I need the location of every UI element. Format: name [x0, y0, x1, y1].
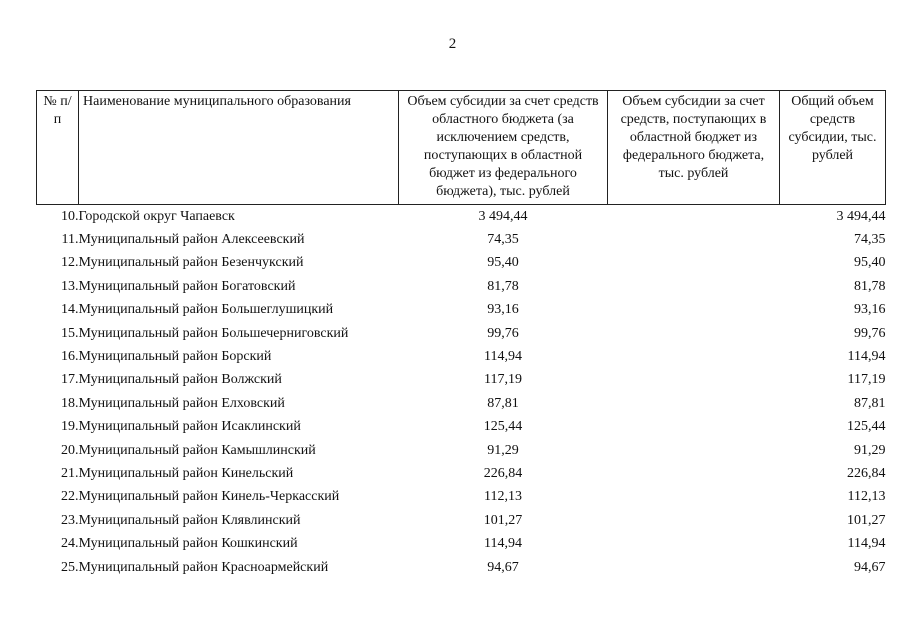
total-value: 87,81 [854, 395, 886, 411]
total-value: 117,19 [847, 372, 886, 388]
regional-budget-value: 74,35 [487, 232, 519, 248]
municipality-name: Муниципальный район Волжский [78, 372, 282, 388]
total-value: 3 494,44 [836, 208, 886, 224]
total-value: 101,27 [847, 512, 886, 528]
table-row [37, 462, 886, 485]
table-body [37, 205, 886, 580]
municipality-name: Муниципальный район Большеглушицкий [78, 302, 334, 318]
page-number: 2 [448, 36, 457, 52]
regional-budget-value: 117,19 [484, 372, 522, 388]
federal-budget-value [608, 392, 780, 415]
federal-budget-value [608, 369, 780, 392]
municipality-name: Муниципальный район Клявлинский [78, 512, 301, 528]
regional-budget-value: 114,94 [484, 536, 522, 552]
row-number: 23. [61, 512, 79, 528]
table-row [37, 556, 886, 579]
total-value: 81,78 [854, 278, 886, 294]
regional-budget-value: 81,78 [487, 278, 519, 294]
table-row [37, 392, 886, 415]
table-row [37, 299, 886, 322]
federal-budget-value [608, 439, 780, 462]
federal-budget-value [608, 322, 780, 345]
regional-budget-value: 114,94 [484, 349, 522, 365]
regional-budget-value: 3 494,44 [478, 208, 528, 224]
table-row [37, 275, 886, 298]
regional-budget-value: 94,67 [487, 559, 519, 575]
table-row [37, 509, 886, 532]
municipality-name: Городской округ Чапаевск [78, 208, 235, 224]
total-value: 112,13 [847, 489, 886, 505]
row-number: 11. [61, 232, 79, 248]
table-row [37, 486, 886, 509]
federal-budget-value [608, 556, 780, 579]
table-header-row [37, 91, 886, 205]
total-value: 114,94 [847, 349, 886, 365]
regional-budget-value: 95,40 [487, 255, 519, 271]
municipality-name: Муниципальный район Борский [78, 349, 272, 365]
row-number: 19. [61, 419, 79, 435]
row-number: 18. [61, 395, 79, 411]
row-number: 25. [61, 559, 79, 575]
total-value: 94,67 [854, 559, 886, 575]
table-row [37, 345, 886, 368]
municipality-name: Муниципальный район Алексеевский [78, 232, 305, 248]
row-number: 15. [61, 325, 79, 341]
municipality-name: Муниципальный район Кинельский [78, 465, 294, 481]
table-row [37, 416, 886, 439]
federal-budget-value [608, 416, 780, 439]
municipality-name: Муниципальный район Большечерниговский [78, 325, 349, 341]
table-row [37, 228, 886, 251]
regional-budget-value: 226,84 [483, 465, 523, 481]
municipality-name: Муниципальный район Елховский [78, 395, 285, 411]
municipality-name: Муниципальный район Кошкинский [78, 536, 298, 552]
federal-budget-value [608, 299, 780, 322]
total-value: 93,16 [854, 302, 886, 318]
row-number: 14. [61, 302, 79, 318]
municipality-name: Муниципальный район Безенчукский [78, 255, 304, 271]
header-num: № п/п [37, 91, 79, 205]
subsidy-table [36, 90, 886, 579]
federal-budget-value [608, 462, 780, 485]
row-number: 20. [61, 442, 79, 458]
table-row [37, 439, 886, 462]
federal-budget-value [608, 532, 780, 555]
federal-budget-value [608, 252, 780, 275]
municipality-name: Муниципальный район Камышлинский [78, 442, 316, 458]
table-row [37, 252, 886, 275]
row-number: 24. [61, 536, 79, 552]
regional-budget-value: 99,76 [487, 325, 519, 341]
header-federal-budget: Объем субсидии за счет средств, поступающих в областной бюджет из федерального бюджета, тыс. рублей [608, 91, 780, 205]
regional-budget-value: 91,29 [487, 442, 519, 458]
total-value: 99,76 [854, 325, 886, 341]
table-row [37, 532, 886, 555]
federal-budget-value [608, 345, 780, 368]
federal-budget-value [608, 275, 780, 298]
row-number: 22. [61, 489, 79, 505]
federal-budget-value [608, 509, 780, 532]
total-value: 226,84 [847, 465, 886, 481]
total-value: 114,94 [847, 536, 886, 552]
regional-budget-value: 101,27 [483, 512, 523, 528]
row-number: 17. [61, 372, 79, 388]
total-value: 125,44 [847, 419, 886, 435]
federal-budget-value [608, 486, 780, 509]
federal-budget-value [608, 205, 780, 229]
table-row [37, 369, 886, 392]
municipality-name: Муниципальный район Богатовский [78, 278, 296, 294]
municipality-name: Муниципальный район Исаклинский [78, 419, 301, 435]
table-row [37, 322, 886, 345]
row-number: 21. [61, 465, 79, 481]
header-regional-budget: Объем субсидии за счет средств областного бюджета (за исключением средств, поступающих в областной бюджет из федерального бюджета), тыс. рублей [399, 91, 608, 205]
regional-budget-value: 125,44 [483, 419, 523, 435]
federal-budget-value [608, 228, 780, 251]
header-total: Общий объем средств субсидии, тыс. рублей [780, 91, 886, 205]
header-name: Наименование муниципального образования [79, 91, 399, 205]
regional-budget-value: 87,81 [487, 395, 519, 411]
row-number: 10. [61, 208, 79, 224]
total-value: 95,40 [854, 255, 886, 271]
total-value: 74,35 [854, 232, 886, 248]
row-number: 16. [61, 349, 79, 365]
municipality-name: Муниципальный район Кинель-Черкасский [78, 489, 340, 505]
row-number: 13. [61, 278, 79, 294]
regional-budget-value: 93,16 [487, 302, 519, 318]
total-value: 91,29 [854, 442, 886, 458]
row-number: 12. [61, 255, 79, 271]
municipality-name: Муниципальный район Красноармейский [78, 559, 329, 575]
regional-budget-value: 112,13 [484, 489, 522, 505]
table-row [37, 205, 886, 229]
